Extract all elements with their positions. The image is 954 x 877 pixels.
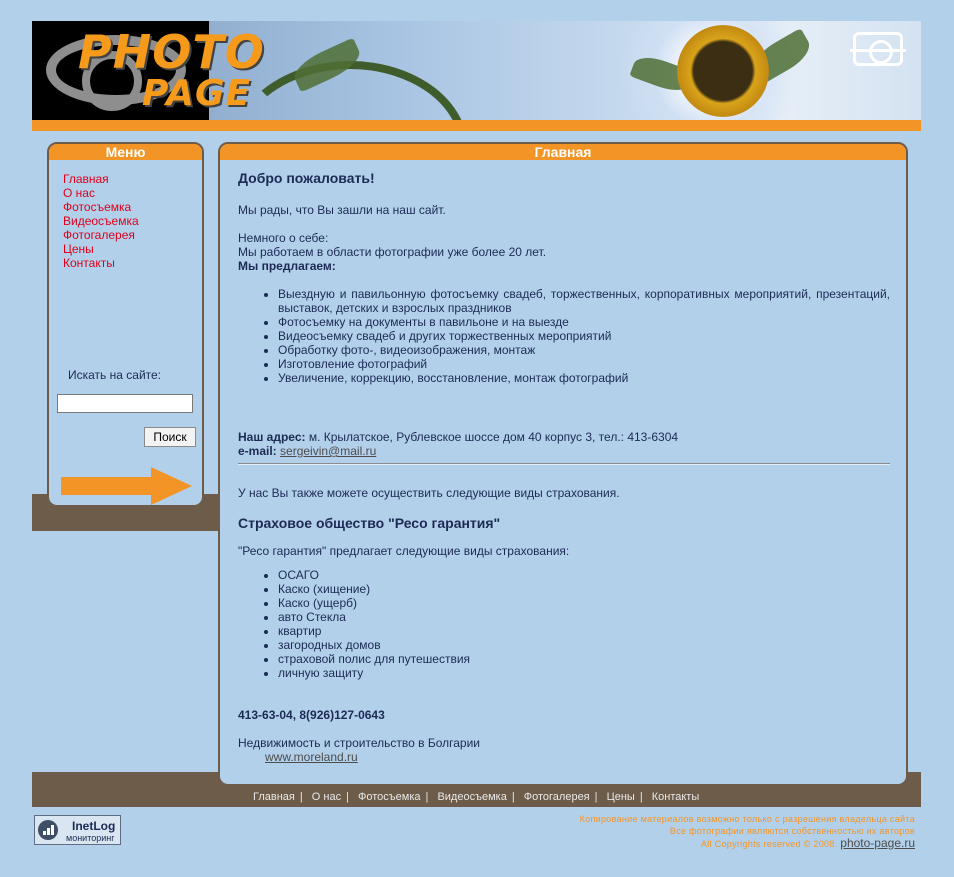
inetlog-chart-icon (38, 820, 58, 840)
sidebar-menu (63, 172, 139, 270)
list-item: • Видеосъемку свадеб и других торжественных мероприятий (278, 329, 890, 343)
sunflower-stem (232, 61, 468, 120)
insurance-title: Страховое общество "Ресо гарантия" (238, 515, 501, 531)
email-link[interactable]: sergeivin@mail.ru (280, 444, 377, 458)
insurance-desc: "Ресо гарантия" предлагает следующие виды страхования: (238, 544, 570, 558)
footer-link-about[interactable]: О нас (311, 791, 342, 803)
phone-numbers: 413-63-04, 8(926)127-0643 (238, 708, 385, 722)
arrow-right-icon (61, 467, 192, 505)
separator: | (639, 791, 643, 803)
main-title: Главная (220, 144, 906, 160)
list-item: • Выездную и павильонную фотосъемку свадеб, торжественных, корпоративных мероприятий, презентаций, выставок, детских и взрослых праздников (278, 287, 890, 315)
realty-link[interactable]: www.moreland.ru (265, 750, 358, 764)
main-content-panel (218, 142, 908, 786)
search-label: Искать на сайте: (68, 368, 162, 382)
sidebar-menu-panel (47, 142, 204, 507)
sidebar-link-home[interactable]: Главная (63, 172, 109, 186)
camera-icon (853, 32, 903, 66)
footer-link-home[interactable]: Главная (253, 791, 295, 803)
address-text: м. Крылатское, Рублевское шоссе дом 40 корпус 3, тел.: 413-6304 (308, 430, 679, 444)
list-item: • авто Стекла (278, 610, 470, 624)
sidebar-item-home (63, 172, 139, 186)
logo-text-photo: PHOTO (78, 25, 265, 79)
sidebar-link-photo[interactable]: Фотосъемка (63, 200, 132, 214)
welcome-heading: Добро пожаловать! (238, 170, 375, 186)
list-item: • загородных домов (278, 638, 470, 652)
copyright-line-3 (580, 837, 915, 850)
sunflower-image (677, 25, 769, 117)
list-item: • Обработку фото-, видеоизображения, монтаж (278, 343, 890, 357)
list-item: • Увеличение, коррекцию, восстановление, монтаж фотографий (278, 371, 890, 385)
sidebar-item-gallery (63, 228, 139, 242)
search-button[interactable]: Поиск (144, 427, 196, 447)
site-link[interactable]: photo-page.ru (840, 836, 915, 850)
list-item: • страховой полис для путешествия (278, 652, 470, 666)
inetlog-subtitle: мониторинг (66, 833, 115, 843)
main-content (238, 170, 890, 764)
about-heading: Немного о себе: (238, 231, 329, 245)
sidebar-link-gallery[interactable]: Фотогалерея (63, 228, 135, 242)
logo-text-page: PAGE (142, 73, 252, 114)
footer-link-contacts[interactable]: Контакты (651, 791, 700, 803)
email-label: e-mail: (238, 444, 277, 458)
footer-link-photo[interactable]: Фотосъемка (358, 791, 421, 803)
sidebar-link-prices[interactable]: Цены (63, 242, 94, 256)
copyright-line: Копирование материалов возможно только с разрешения владельца сайта (579, 814, 915, 824)
insurance-intro: У нас Вы также можете осуществить следующие виды страхования. (238, 486, 620, 500)
copyright-text: All Copyrights reserved © 2008. (700, 839, 838, 849)
footer-link-gallery[interactable]: Фотогалерея (523, 791, 590, 803)
separator: | (594, 791, 598, 803)
copyright-line: Все фотографии являются собственностью их авторов (669, 826, 915, 836)
header-divider (32, 120, 921, 131)
sidebar-link-contacts[interactable]: Контакты (63, 256, 115, 270)
realty-text: Недвижимость и строительство в Болгарии (238, 736, 480, 750)
sidebar-title: Меню (49, 144, 202, 160)
intro-text: Мы рады, что Вы зашли на наш сайт. (238, 203, 446, 217)
separator: | (425, 791, 429, 803)
insurance-list (238, 568, 470, 680)
separator: | (511, 791, 515, 803)
services-list (238, 287, 890, 385)
sidebar-link-about[interactable]: О нас (63, 186, 95, 200)
separator: | (346, 791, 349, 803)
sidebar-item-about (63, 186, 139, 200)
copyright-block (580, 813, 915, 850)
footer-link-video[interactable]: Видеосъемка (437, 791, 507, 803)
contact-block (238, 430, 678, 458)
address-label: Наш адрес: (238, 430, 306, 444)
list-item: • личную защиту (278, 666, 470, 680)
list-item: • ОСАГО (278, 568, 470, 582)
footer-link-prices[interactable]: Цены (606, 791, 635, 803)
site-logo[interactable] (32, 21, 265, 120)
insurance-list-wrap (238, 556, 470, 680)
list-item: • Каско (ущерб) (278, 596, 470, 610)
divider (238, 463, 890, 465)
inetlog-title: InetLog (72, 819, 116, 833)
about-text: Мы работаем в области фотографии уже более 20 лет. (238, 245, 547, 259)
sidebar-item-prices (63, 242, 139, 256)
search-input[interactable] (57, 394, 193, 413)
sidebar-link-video[interactable]: Видеосъемка (63, 214, 139, 228)
sidebar-item-contacts (63, 256, 139, 270)
separator: | (299, 791, 303, 803)
sidebar-item-video (63, 214, 139, 228)
offer-heading: Мы предлагаем: (238, 259, 336, 273)
list-item: • Каско (хищение) (278, 582, 470, 596)
inetlog-counter-badge[interactable] (34, 815, 121, 845)
sidebar-item-photo (63, 200, 139, 214)
footer-nav (253, 791, 699, 803)
list-item: • квартир (278, 624, 470, 638)
list-item: • Изготовление фотографий (278, 357, 890, 371)
list-item: • Фотосъемку на документы в павильоне и на выезде (278, 315, 890, 329)
header-banner (32, 21, 921, 120)
